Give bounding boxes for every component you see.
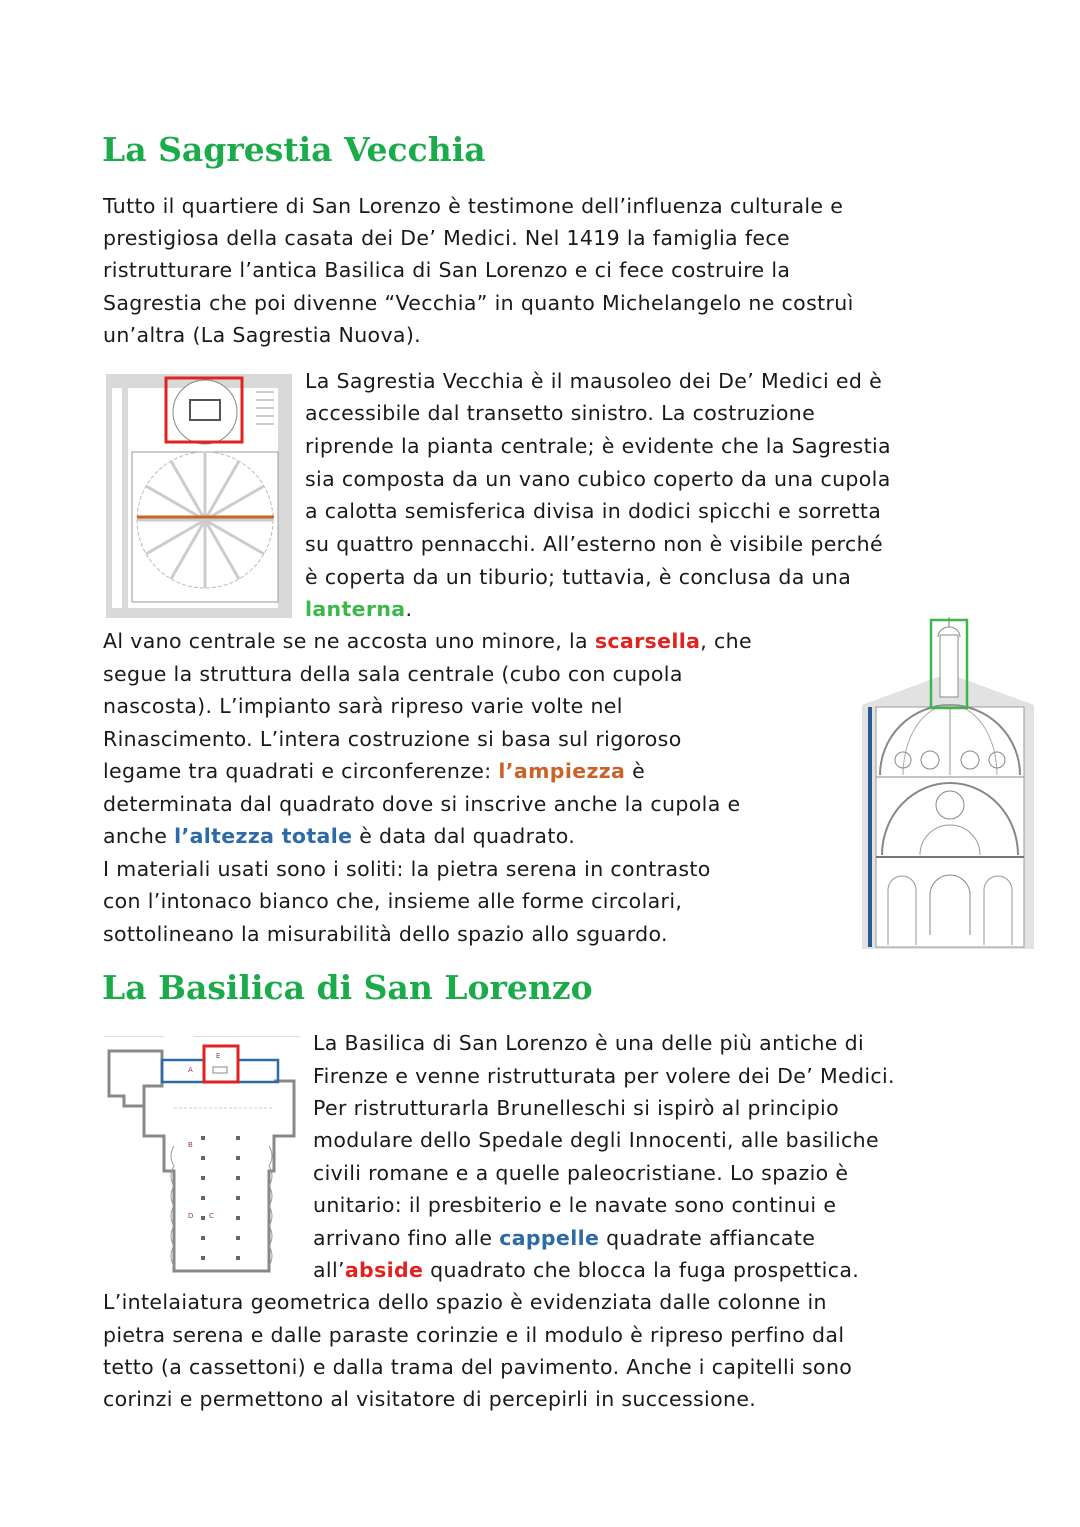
text: , che	[700, 629, 752, 653]
paragraph-line: modulare dello Spedale degli Innocenti, alle basiliche	[313, 1128, 879, 1152]
sagrestia-floor-plan-image	[104, 372, 294, 620]
text: arrivano fino alle	[313, 1226, 500, 1250]
paragraph-line: riprende la pianta centrale; è evidente che la Sagrestia	[305, 434, 891, 458]
paragraph-line: civili romane e a quelle paleocristiane. Lo spazio è	[313, 1161, 849, 1185]
text: quadrato che blocca la fuga prospettica.	[423, 1258, 860, 1282]
highlight-cappelle: cappelle	[499, 1226, 600, 1250]
plan-label-b: B	[188, 1141, 193, 1149]
paragraph-line: L’intelaiatura geometrica dello spazio è evidenziata dalle colonne in	[103, 1290, 827, 1314]
paragraph-line: con l’intonaco bianco che, insieme alle forme circolari,	[103, 889, 683, 913]
paragraph-line: tetto (a cassettoni) e dalla trama del pavimento. Anche i capitelli sono	[103, 1355, 853, 1379]
paragraph-line: sottolineano la misurabilità dello spazio allo sguardo.	[103, 922, 668, 946]
highlight-lanterna: lanterna	[305, 597, 406, 621]
text: è data dal quadrato.	[352, 824, 576, 848]
highlight-abside: abside	[344, 1258, 424, 1282]
sagrestia-section-elevation-image	[858, 615, 1038, 951]
paragraph-line: prestigiosa della casata dei De’ Medici. Nel 1419 la famiglia fece	[103, 226, 790, 250]
paragraph-line: pietra serena e dalle paraste corinzie e il modulo è ripreso perfino dal	[103, 1323, 845, 1347]
highlight-scarsella: scarsella	[594, 629, 701, 653]
text: quadrate affiancate	[599, 1226, 816, 1250]
text: anche	[103, 824, 175, 848]
paragraph-line: determinata dal quadrato dove si inscrive anche la cupola e	[103, 792, 741, 816]
paragraph-line	[313, 1254, 859, 1286]
paragraph-line: corinzi e permettono al visitatore di percepirli in successione.	[103, 1387, 757, 1411]
paragraph-line: accessibile dal transetto sinistro. La costruzione	[305, 401, 816, 425]
text: .	[405, 597, 413, 621]
paragraph-line	[103, 755, 645, 787]
paragraph-line: Rinascimento. L’intera costruzione si basa sul rigoroso	[103, 727, 682, 751]
paragraph-line: a calotta semisferica divisa in dodici spicchi e sorretta	[305, 499, 882, 523]
basilica-floor-plan-image	[104, 1036, 304, 1276]
section-title-sagrestia: La Sagrestia Vecchia	[102, 130, 486, 169]
paragraph-line: nascosta). L’impianto sarà ripreso varie volte nel	[103, 694, 623, 718]
paragraph-line: La Basilica di San Lorenzo è una delle più antiche di	[313, 1031, 865, 1055]
paragraph-line: è coperta da un tiburio; tuttavia, è conclusa da una	[305, 565, 852, 589]
plan-label-a: A	[188, 1066, 193, 1074]
plan-label-c: C	[209, 1212, 214, 1220]
paragraph-line	[103, 625, 752, 657]
paragraph-line: sia composta da un vano cubico coperto da una cupola	[305, 467, 891, 491]
paragraph-line: Per ristrutturarla Brunelleschi si ispirò al principio	[313, 1096, 839, 1120]
paragraph-line: unitario: il presbiterio e le navate sono continui e	[313, 1193, 837, 1217]
highlight-ampiezza: l’ampiezza	[498, 759, 626, 783]
text: all’	[313, 1258, 345, 1282]
paragraph-line: Firenze e venne ristrutturata per volere dei De’ Medici.	[313, 1064, 895, 1088]
paragraph-line	[305, 593, 412, 625]
plan-label-e: E	[216, 1052, 221, 1060]
paragraph-line: La Sagrestia Vecchia è il mausoleo dei De’ Medici ed è	[305, 369, 883, 393]
paragraph-line: Sagrestia che poi divenne “Vecchia” in quanto Michelangelo ne costruì	[103, 291, 854, 315]
plan-label-d: D	[188, 1212, 194, 1220]
paragraph-line: I materiali usati sono i soliti: la pietra serena in contrasto	[103, 857, 711, 881]
text: Al vano centrale se ne accosta uno minore, la	[103, 629, 595, 653]
paragraph-line: segue la struttura della sala centrale (cubo con cupola	[103, 662, 683, 686]
section-title-basilica: La Basilica di San Lorenzo	[102, 968, 593, 1007]
highlight-altezza-totale: l’altezza totale	[174, 824, 353, 848]
paragraph-line: un’altra (La Sagrestia Nuova).	[103, 323, 422, 347]
paragraph-line: ristrutturare l’antica Basilica di San Lorenzo e ci fece costruire la	[103, 258, 791, 282]
paragraph-line: Tutto il quartiere di San Lorenzo è testimone dell’influenza culturale e	[103, 194, 844, 218]
paragraph-line	[103, 820, 575, 852]
paragraph-line	[313, 1222, 815, 1254]
paragraph-line: su quattro pennacchi. All’esterno non è visibile perché	[305, 532, 883, 556]
text: legame tra quadrati e circonferenze:	[103, 759, 499, 783]
text: è	[625, 759, 646, 783]
